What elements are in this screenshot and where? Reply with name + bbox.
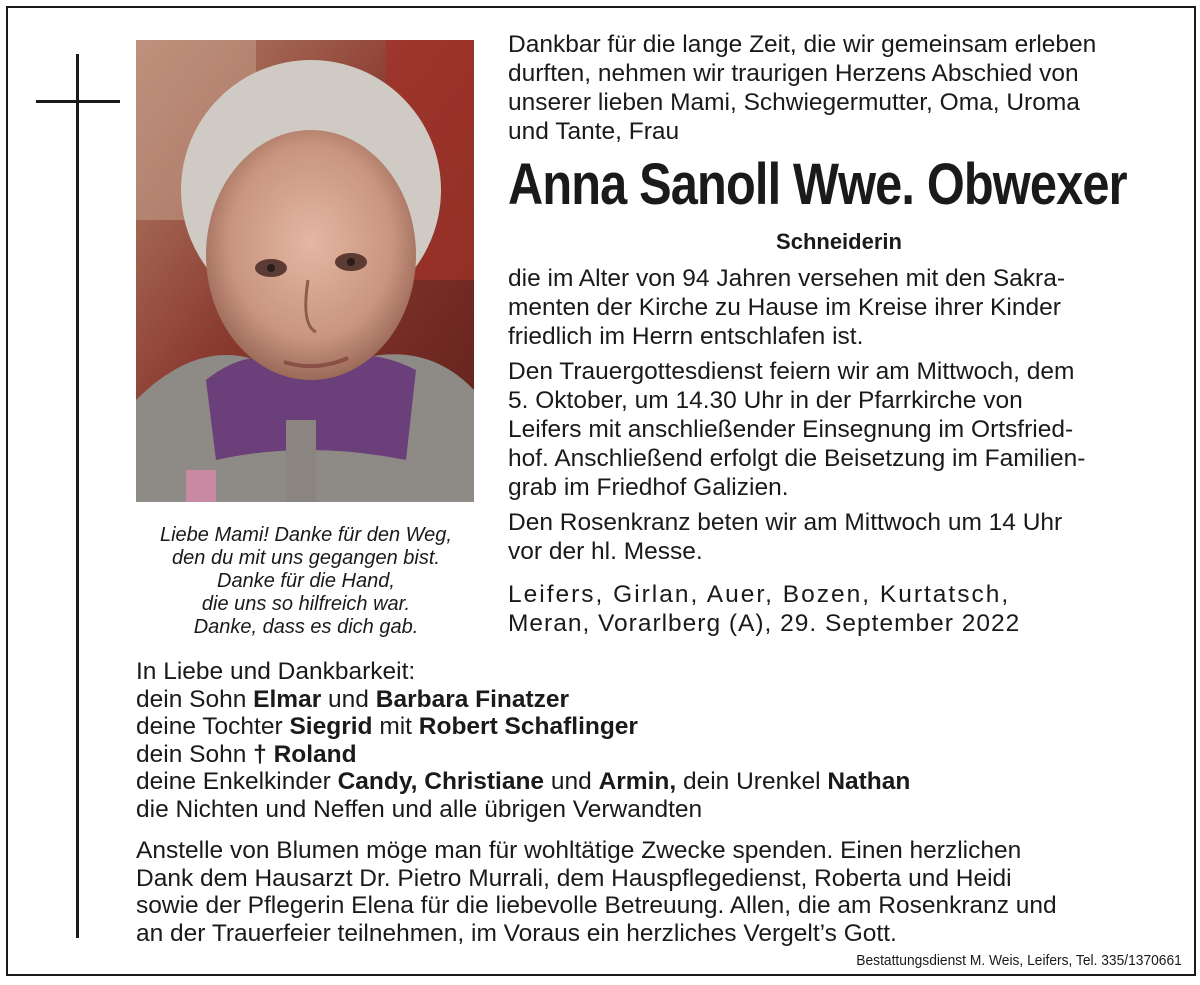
places-date-line: Meran, Vorarlberg (A), 29. September 2022	[508, 610, 1021, 637]
main-text	[508, 30, 1170, 638]
funeral-line: Den Trauergottesdienst feiern wir am Mittwoch, dem	[508, 358, 1075, 385]
poem-line: Danke für die Hand,	[217, 570, 395, 592]
intro-line: durften, nehmen wir traurigen Herzens Abschied von	[508, 60, 1079, 87]
intro-paragraph	[508, 30, 1170, 146]
intro-line: und Tante, Frau	[508, 118, 680, 145]
mourner-line: dein Sohn Elmar und Barbara Finatzer	[136, 685, 570, 713]
cross-icon-bar	[36, 100, 120, 103]
deceased-name: Anna Sanoll Wwe. Obwexer	[508, 152, 1127, 217]
mourners-section	[136, 658, 1176, 947]
death-paragraph	[508, 264, 1170, 351]
mourners-heading: In Liebe und Dankbarkeit:	[136, 658, 416, 685]
rosary-line: vor der hl. Messe.	[508, 538, 703, 565]
occupation: Schneiderin	[776, 229, 902, 254]
poem-line: Danke, dass es dich gab.	[193, 616, 419, 638]
funeral-line: Leifers mit anschließender Einsegnung im Ortsfried-	[508, 416, 1074, 443]
mourner-line: die Nichten und Neffen und alle übrigen Verwandten	[136, 795, 703, 823]
death-line: menten der Kirche zu Hause im Kreise ihrer Kinder	[508, 294, 1061, 321]
poem-line: Liebe Mami! Danke für den Weg,	[159, 524, 452, 546]
death-line: die im Alter von 94 Jahren versehen mit den Sakra-	[508, 265, 1065, 292]
places-line: Leifers, Girlan, Auer, Bozen, Kurtatsch,	[508, 581, 1011, 608]
poem-line: den du mit uns gegangen bist.	[172, 547, 440, 569]
intro-line: unserer lieben Mami, Schwiegermutter, Oma, Uroma	[508, 89, 1080, 116]
cross-icon	[76, 54, 79, 938]
rosary-paragraph	[508, 508, 1170, 566]
funeral-home-credit: Bestattungsdienst M. Weis, Leifers, Tel. 335/1370661	[856, 952, 1182, 969]
mourner-line: dein Sohn † Roland	[136, 740, 357, 768]
poem-line: die uns so hilfreich war.	[201, 593, 411, 615]
funeral-line: hof. Anschließend erfolgt die Beisetzung im Familien-	[508, 445, 1086, 472]
funeral-paragraph	[508, 357, 1170, 502]
mourner-line: deine Tochter Siegrid mit Robert Schaflinger	[136, 713, 638, 740]
poem	[126, 524, 486, 639]
closing-paragraph	[136, 837, 1170, 947]
funeral-line: 5. Oktober, um 14.30 Uhr in der Pfarrkirche von	[508, 387, 1023, 414]
funeral-line: grab im Friedhof Galizien.	[508, 474, 789, 501]
closing-line: Anstelle von Blumen möge man für wohltätige Zwecke spenden. Einen herzlichen	[136, 837, 1022, 864]
closing-line: Dank dem Hausarzt Dr. Pietro Murrali, dem Hauspflegedienst, Roberta und Heidi	[136, 864, 1012, 892]
death-line: friedlich im Herrn entschlafen ist.	[508, 323, 864, 350]
obituary-notice	[6, 6, 1196, 976]
intro-line: Dankbar für die lange Zeit, die wir gemeinsam erleben	[508, 31, 1097, 58]
portrait-photo	[136, 40, 474, 502]
rosary-line: Den Rosenkranz beten wir am Mittwoch um 14 Uhr	[508, 509, 1063, 536]
closing-line: sowie der Pflegerin Elena für die liebevolle Betreuung. Allen, die am Rosenkranz und	[136, 892, 1057, 919]
closing-line: an der Trauerfeier teilnehmen, im Voraus ein herzliches Vergelt’s Gott.	[136, 919, 897, 947]
mourner-line: deine Enkelkinder Candy, Christiane und Armin, dein Urenkel Nathan	[136, 768, 911, 795]
